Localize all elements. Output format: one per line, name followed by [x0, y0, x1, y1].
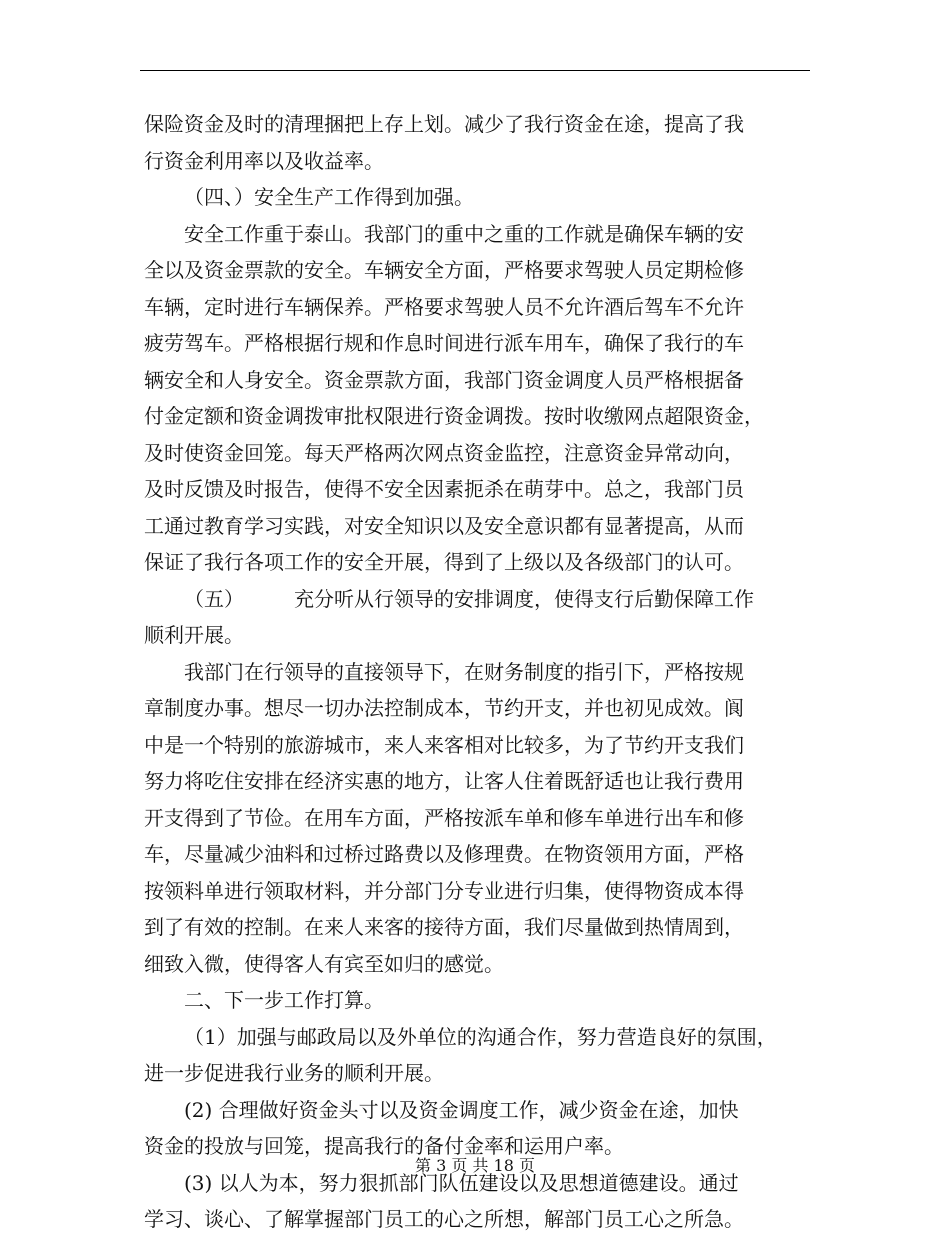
text-line: 学习、谈心、了解掌握部门员工的心之所想，解部门员工心之所急。 [144, 1207, 744, 1231]
body-text [144, 106, 824, 1238]
text-line: 保证了我行各项工作的安全开展，得到了上级以及各级部门的认可。 [144, 550, 744, 574]
text-line: 按领料单进行领取材料，并分部门分专业进行归集，使得物资成本得 [144, 878, 744, 903]
text-line: 车，尽量减少油料和过桥过路费以及修理费。在物资领用方面，严格 [144, 842, 744, 866]
header-rule [140, 70, 810, 71]
text-line: 及时反馈及时报告，使得不安全因素扼杀在萌芽中。总之，我部门员 [144, 477, 744, 501]
text-line: 工通过教育学习实践，对安全知识以及安全意识都有显著提高，从而 [144, 513, 744, 538]
section-heading: （五） 充分听从行领导的安排调度，使得支行后勤保障工作 [184, 586, 754, 611]
text-line: 安全工作重于泰山。我部门的重中之重的工作就是确保车辆的安 [184, 221, 744, 246]
text-line: 保险资金及时的清理捆把上存上划。减少了我行资金在途，提高了我 [144, 112, 744, 136]
section-heading: （四、）安全生产工作得到加强。 [184, 185, 474, 209]
section-heading: 二、下一步工作打算。 [184, 988, 384, 1012]
text-line: 我部门在行领导的直接领导下，在财务制度的指引下，严格按规 [184, 659, 744, 684]
list-item: (3) 以人为本，努力狠抓部门队伍建设以及思想道德建设。通过 [184, 1170, 739, 1195]
text-line: 行资金利用率以及收益率。 [144, 148, 384, 173]
list-item: （1）加强与邮政局以及外单位的沟通合作，努力营造良好的氛围， [184, 1024, 777, 1049]
page-number-footer: 第 3 页 共 18 页 [415, 1156, 535, 1175]
text-line: 细致入微，使得客人有宾至如归的感觉。 [144, 951, 504, 976]
text-line: 中是一个特别的旅游城市，来人来客相对比较多，为了节约开支我们 [144, 732, 744, 757]
text-line: 及时使资金回笼。每天严格两次网点资金监控，注意资金异常动向， [144, 440, 744, 465]
text-line: 全以及资金票款的安全。车辆安全方面，严格要求驾驶人员定期检修 [144, 258, 744, 282]
text-line: 辆安全和人身安全。资金票款方面，我部门资金调度人员严格根据备 [144, 367, 744, 392]
text-line: 资金的投放与回笼，提高我行的备付金率和运用户率。 [144, 1134, 624, 1158]
text-line: 付金定额和资金调拨审批权限进行资金调拨。按时收缴网点超限资金， [144, 404, 764, 428]
text-line: 开支得到了节俭。在用车方面，严格按派车单和修车单进行出车和修 [144, 805, 744, 830]
text-line: 顺利开展。 [144, 623, 244, 647]
text-line: 车辆，定时进行车辆保养。严格要求驾驶人员不允许酒后驾车不允许 [144, 294, 744, 319]
text-line: 进一步促进我行业务的顺利开展。 [144, 1061, 444, 1085]
text-line: 疲劳驾车。严格根据行规和作息时间进行派车用车，确保了我行的车 [144, 331, 744, 355]
text-line: 章制度办事。想尽一切办法控制成本，节约开支，并也初见成效。阆 [144, 696, 744, 720]
text-line: 努力将吃住安排在经济实惠的地方，让客人住着既舒适也让我行费用 [144, 769, 744, 793]
text-line: 到了有效的控制。在来人来客的接待方面，我们尽量做到热情周到， [144, 915, 744, 939]
list-item: (2) 合理做好资金头寸以及资金调度工作，减少资金在途，加快 [184, 1097, 739, 1122]
